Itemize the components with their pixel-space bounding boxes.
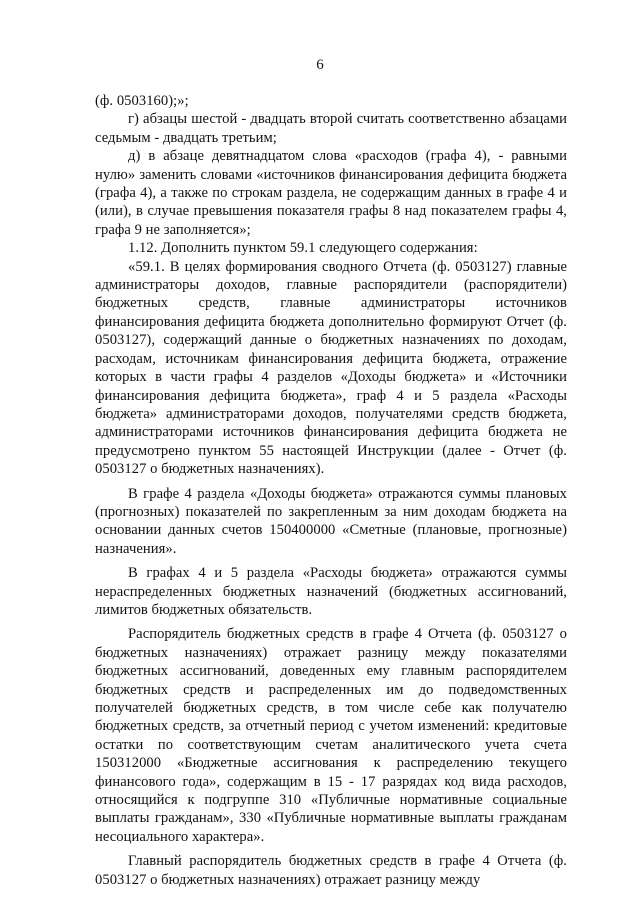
paragraph-59-1: «59.1. В целях формирования сводного Отчета (ф. 0503127) главные администраторы доходов, главные распорядители (распорядители) бюджетных средств, главные администраторы источников финансирования дефицита бюджета дополнительно формируют Отчет (ф. 0503127), содержащий данные о бюджетных назначениях по доходам, расходам, источникам финансирования дефицита бюджета, отражение которых в части графы 4 разделов «Доходы бюджета» и «Источники финансирования дефицита бюджета», граф 4 и 5 раздела «Расходы бюджета» администраторами доходов, получателями средств бюджета, администраторами источников финансирования дефицита бюджета не предусмотрено пунктом 55 настоящей Инструкции (далее - Отчет (ф. 0503127 о бюджетных назначениях). bbox=[95, 258, 567, 478]
paragraph-distributor: Распорядитель бюджетных средств в графе 4 Отчета (ф. 0503127 о бюджетных назначениях) отражает разницу между показателями бюджетных ассигнований, доведенных ему главным распорядителем бюджетных средств и распределенных им до подведомственных получателей бюджетных средств, в том числе себе как получателю бюджетных средств, за отчетный период с учетом изменений: кредитовые остатки по соответствующим счетам аналитического учета счета 150312000 «Бюджетные ассигнования к распределению текущего финансового года», содержащим в 15 - 17 разрядах код вида расходов, относящийся к подгруппе 310 «Публичные нормативные социальные выплаты гражданам», 330 «Публичные нормативные выплаты гражданам несоциального характера». bbox=[95, 626, 567, 845]
document-body bbox=[95, 92, 567, 889]
paragraph-income-column: В графе 4 раздела «Доходы бюджета» отражаются суммы плановых (прогнозных) показателей по закрепленным за ним доходам бюджета на основании данных счетов 150400000 «Сметные (плановые, прогнозные) назначения». bbox=[95, 485, 567, 557]
paragraph-form-ref: (ф. 0503160);»; bbox=[95, 93, 189, 109]
paragraph-item-g: г) абзацы шестой - двадцать второй считать соответственно абзацами седьмым - двадцать третьим; bbox=[95, 111, 567, 146]
paragraph-1-12: 1.12. Дополнить пунктом 59.1 следующего содержания: bbox=[128, 240, 478, 257]
page-number: 6 bbox=[316, 57, 324, 73]
paragraph-main-distributor: Главный распорядитель бюджетных средств в графе 4 Отчета (ф. 0503127 о бюджетных назначениях) отражает разницу между bbox=[95, 853, 567, 888]
paragraph-item-d: д) в абзаце девятнадцатом слова «расходов (графа 4), - равными нулю» заменить словами «источников финансирования дефицита бюджета (графа 4), а также по строкам раздела, не содержащим данных в графе 4 и (или), в случае превышения показателя графы 8 над показателем графы 4, графа 9 не заполняется»; bbox=[95, 148, 567, 238]
paragraph-expense-columns: В графах 4 и 5 раздела «Расходы бюджета» отражаются суммы нераспределенных бюджетных назначений (бюджетных ассигнований, лимитов бюджетных обязательств. bbox=[95, 565, 567, 618]
